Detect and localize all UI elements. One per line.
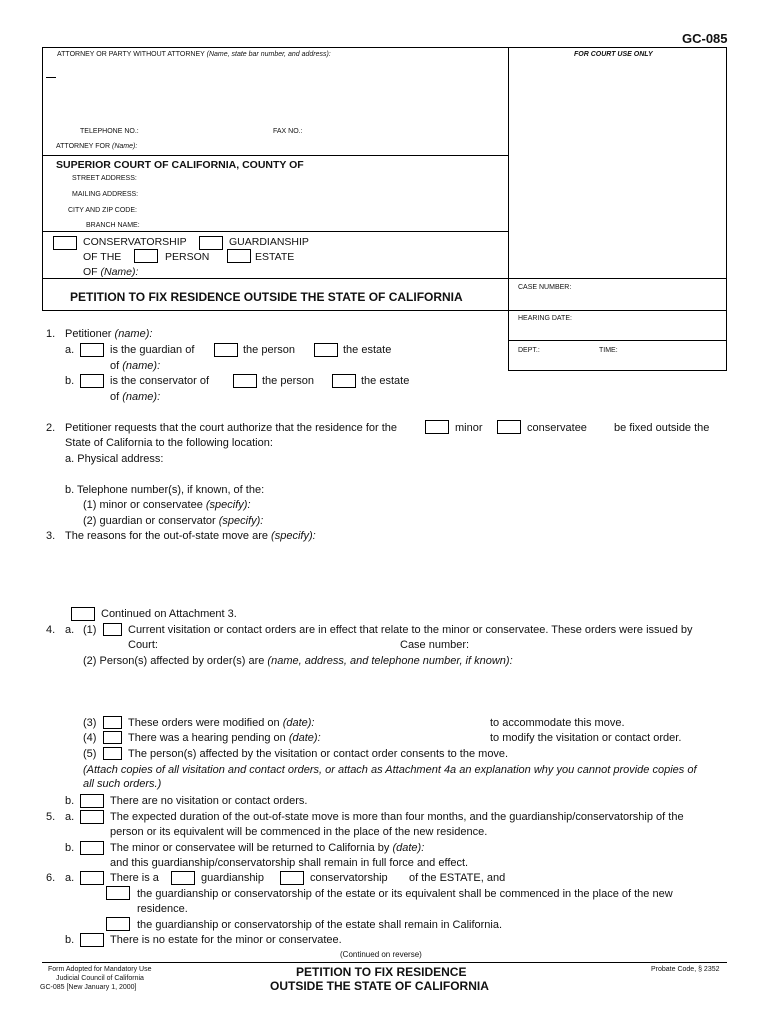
item6a-option2: the guardianship or conservatorship of the estate shall remain in California. <box>137 919 503 931</box>
item4a3-number: (3) <box>83 717 97 729</box>
item4b-letter: b. <box>65 795 75 807</box>
item2b1-minor-phone: (1) minor or conservatee (specify): <box>83 499 251 511</box>
guardian-of-name: of (name): <box>110 360 161 372</box>
duration-checkbox[interactable] <box>80 810 104 824</box>
continued-on-reverse: (Continued on reverse) <box>340 950 422 959</box>
item5b-line2: and this guardianship/conservatorship shall remain in full force and effect. <box>110 857 469 869</box>
item2-line1: Petitioner requests that the court authorize that the residence for the <box>65 422 398 434</box>
item4a4-right: to modify the visitation or contact order. <box>490 732 682 744</box>
conservator-person-label: the person <box>262 375 314 387</box>
item4a-letter: a. <box>65 624 75 636</box>
petition-caption-title: PETITION TO FIX RESIDENCE OUTSIDE THE STATE OF CALIFORNIA <box>70 290 463 304</box>
attachment3-checkbox[interactable] <box>71 607 95 621</box>
item4-court-label: Court: <box>128 639 158 651</box>
item5-number: 5. <box>46 811 56 823</box>
consents-checkbox[interactable] <box>103 747 122 760</box>
item4-attach-line1: (Attach copies of all visitation and contact orders, or attach as Attachment 4a an explanation why you cannot provide copies of <box>83 764 697 776</box>
hearing-pending-checkbox[interactable] <box>103 731 122 744</box>
item1a-letter: a. <box>65 344 75 356</box>
header-left-rule <box>42 47 43 311</box>
minor-checkbox[interactable] <box>425 420 449 434</box>
header-top-rule <box>42 47 727 48</box>
probate-code: Probate Code, § 2352 <box>651 966 720 973</box>
fax-label: FAX NO.: <box>273 128 303 135</box>
attachment3-label: Continued on Attachment 3. <box>101 608 237 620</box>
footer-title-line1: PETITION TO FIX RESIDENCE <box>296 965 467 979</box>
no-estate-checkbox[interactable] <box>80 933 104 947</box>
item6-number: 6. <box>46 872 56 884</box>
mailing-address-label: MAILING ADDRESS: <box>72 191 139 198</box>
street-address-label: STREET ADDRESS: <box>72 175 137 182</box>
estate-conservatorship-label: conservatorship <box>310 872 388 884</box>
case-type-bottom-rule <box>42 278 727 279</box>
guardianship-label: GUARDIANSHIP <box>229 236 309 248</box>
conservatee-label: conservatee <box>527 422 587 434</box>
item6a-of-estate: of the ESTATE, and <box>409 872 506 884</box>
hearing-date-label: HEARING DATE: <box>518 315 572 322</box>
item4-number: 4. <box>46 624 56 636</box>
item2-fixed-outside: be fixed outside the <box>614 422 710 434</box>
dept-label: DEPT.: <box>518 347 540 354</box>
guardian-of-label: is the guardian of <box>110 344 195 356</box>
item5a-line1: The expected duration of the out-of-state move is more than four months, and the guardianship/conservatorship of the <box>110 811 684 823</box>
minor-label: minor <box>455 422 483 434</box>
person-label: PERSON <box>165 251 210 263</box>
dept-bottom-rule <box>508 370 727 371</box>
court-title: SUPERIOR COURT OF CALIFORNIA, COUNTY OF <box>56 159 304 171</box>
item4a1-text: Current visitation or contact orders are in effect that relate to the minor or conservatee. These orders were issued by <box>128 624 693 636</box>
form-adopted-line3: GC-085 [New January 1, 2000] <box>40 984 137 991</box>
attorney-for-label: ATTORNEY FOR (Name): <box>56 143 138 150</box>
guardianship-checkbox[interactable] <box>199 236 223 250</box>
item3-number: 3. <box>46 530 56 542</box>
item3-reasons: The reasons for the out-of-state move are (specify): <box>65 530 316 542</box>
item5a-line2: person or its equivalent will be commenced in the place of the new residence. <box>110 826 488 838</box>
attorney-label: ATTORNEY OR PARTY WITHOUT ATTORNEY (Name, state bar number, and address): <box>57 51 331 58</box>
city-zip-label: CITY AND ZIP CODE: <box>68 207 137 214</box>
no-orders-checkbox[interactable] <box>80 794 104 808</box>
item6a-there-is: There is a <box>110 872 159 884</box>
current-orders-checkbox[interactable] <box>103 623 122 636</box>
guardian-person-label: the person <box>243 344 295 356</box>
item6a-option1-line1: the guardianship or conservatorship of the estate or its equivalent shall be commenced in the place of the new <box>137 888 673 900</box>
commence-elsewhere-checkbox[interactable] <box>106 886 130 900</box>
item4a3-text: These orders were modified on (date): <box>128 717 315 729</box>
branch-name-label: BRANCH NAME: <box>86 222 140 229</box>
item4-case-number-label: Case number: <box>400 639 470 651</box>
estate-exists-checkbox[interactable] <box>80 871 104 885</box>
return-checkbox[interactable] <box>80 841 104 855</box>
item4a5-text: The person(s) affected by the visitation or contact order consents to the move. <box>128 748 509 760</box>
attorney-entry-mark <box>46 77 56 78</box>
item5a-letter: a. <box>65 811 75 823</box>
item6b-letter: b. <box>65 934 75 946</box>
item4a3-right: to accommodate this move. <box>490 717 625 729</box>
item4a1-number: (1) <box>83 624 97 636</box>
item1-number: 1. <box>46 328 56 340</box>
guardian-person-checkbox[interactable] <box>214 343 238 357</box>
item5b-line1: The minor or conservatee will be returned to California by (date): <box>110 842 425 854</box>
guardian-of-checkbox[interactable] <box>80 343 104 357</box>
remain-california-checkbox[interactable] <box>106 917 130 931</box>
item4a2-text: (2) Person(s) affected by order(s) are (name, address, and telephone number, if known): <box>83 655 513 667</box>
form-adopted-line1: Form Adopted for Mandatory Use <box>48 966 152 973</box>
conservatorship-label: CONSERVATORSHIP <box>83 236 187 248</box>
estate-checkbox[interactable] <box>227 249 251 263</box>
conservator-of-checkbox[interactable] <box>80 374 104 388</box>
conservator-estate-checkbox[interactable] <box>332 374 356 388</box>
item5b-letter: b. <box>65 842 75 854</box>
estate-conservatorship-checkbox[interactable] <box>280 871 304 885</box>
item1b-letter: b. <box>65 375 75 387</box>
of-the-label: OF THE <box>83 251 122 263</box>
item4a4-number: (4) <box>83 732 97 744</box>
conservator-estate-label: the estate <box>361 375 410 387</box>
conservator-of-name: of (name): <box>110 391 161 403</box>
conservatorship-checkbox[interactable] <box>53 236 77 250</box>
item2b-telephone: b. Telephone number(s), if known, of the: <box>65 484 265 496</box>
item2-line2: State of California to the following location: <box>65 437 273 449</box>
court-use-label: FOR COURT USE ONLY <box>574 51 653 58</box>
person-checkbox[interactable] <box>134 249 158 263</box>
item2a-physical-address: a. Physical address: <box>65 453 164 465</box>
conservator-of-label: is the conservator of <box>110 375 210 387</box>
orders-modified-checkbox[interactable] <box>103 716 122 729</box>
item6a-letter: a. <box>65 872 75 884</box>
item4a5-number: (5) <box>83 748 97 760</box>
form-adopted-line2: Judicial Council of California <box>56 975 144 982</box>
header-right-rule <box>726 47 727 371</box>
estate-guardianship-checkbox[interactable] <box>171 871 195 885</box>
item6a-option1-line2: residence. <box>137 903 188 915</box>
footer-title-line2: OUTSIDE THE STATE OF CALIFORNIA <box>270 979 489 993</box>
item6b-text: There is no estate for the minor or conservatee. <box>110 934 342 946</box>
conservator-person-checkbox[interactable] <box>233 374 257 388</box>
attorney-bottom-rule <box>42 155 508 156</box>
time-label: TIME: <box>599 347 618 354</box>
case-number-label: CASE NUMBER: <box>518 284 572 291</box>
form-code: GC-085 <box>682 31 728 46</box>
item2-number: 2. <box>46 422 56 434</box>
court-bottom-rule <box>42 231 508 232</box>
item4b-text: There are no visitation or contact orders. <box>110 795 308 807</box>
conservatee-checkbox[interactable] <box>497 420 521 434</box>
estate-label: ESTATE <box>255 251 295 263</box>
item2b2-guardian-phone: (2) guardian or conservator (specify): <box>83 515 264 527</box>
footer-rule <box>42 962 727 963</box>
item1-petitioner: Petitioner (name): <box>65 328 153 340</box>
telephone-label: TELEPHONE NO.: <box>80 128 139 135</box>
guardian-estate-checkbox[interactable] <box>314 343 338 357</box>
item4a4-text: There was a hearing pending on (date): <box>128 732 321 744</box>
guardian-estate-label: the estate <box>343 344 392 356</box>
estate-guardianship-label: guardianship <box>201 872 264 884</box>
hearing-bottom-rule <box>508 340 727 341</box>
of-name-label: OF (Name): <box>83 266 139 278</box>
court-use-divider <box>508 47 509 371</box>
item4-attach-line2: all such orders.) <box>83 778 162 790</box>
caption-bottom-rule <box>42 310 727 311</box>
